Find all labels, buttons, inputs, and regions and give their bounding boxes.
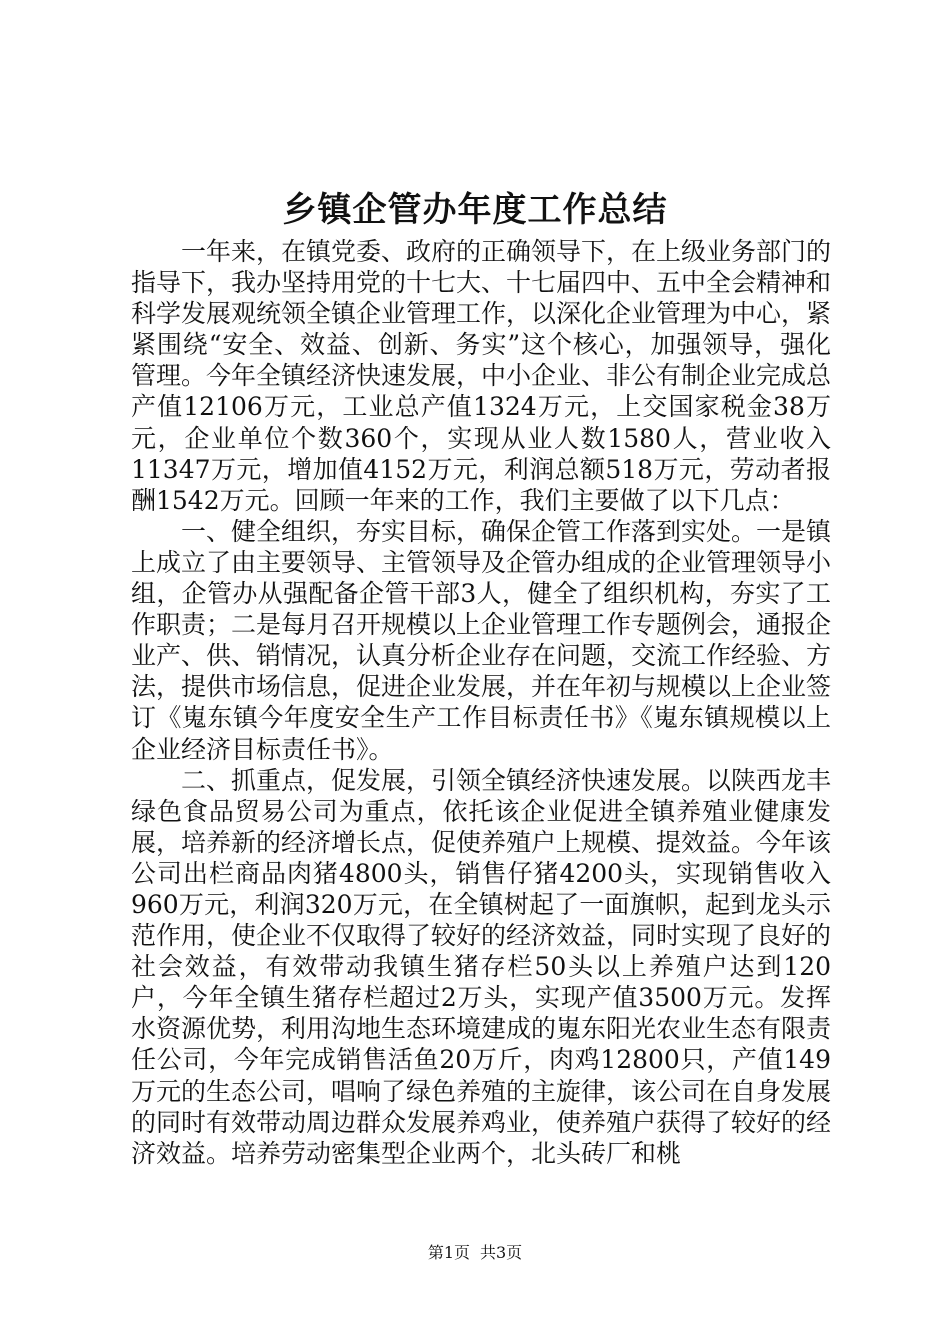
page-number: 第1页 — [427, 1243, 470, 1262]
paragraph-section-1: 一、健全组织，夯实目标，确保企管工作落到实处。一是镇上成立了由主要领导、主管领导及企管办组成的企业管理领导小组，企管办从强配备企管干部3人，健全了组织机构，夯实了工作职责；二是每月召开规模以上企业管理工作专题例会，通报企业产、供、销情况，认真分析企业存在问题，交流工作经验、方法，提供市场信息，促进企业发展，并在年初与规模以上企业签订《嵬东镇今年度安全生产工作目标责任书》《嵬东镇规模以上企业经济目标责任书》。 — [131, 516, 832, 764]
paragraph-section-2: 二、抓重点，促发展，引领全镇经济快速发展。以陕西龙丰绿色食品贸易公司为重点，依托该企业促进全镇养殖业健康发展，培养新的经济增长点，促使养殖户上规模、提效益。今年该公司出栏商品肉猪4800头，销售仔猪4200头，实现销售收入960万元，利润320万元，在全镇树起了一面旗帜，起到龙头示范作用，使企业不仅取得了较好的经济效益，同时实现了良好的社会效益，有效带动我镇生猪存栏50头以上养殖户达到120户，今年全镇生猪存栏超过2万头，实现产值3500万元。发挥水资源优势，利用沟地生态环境建成的嵬东阳光农业生态有限责任公司，今年完成销售活鱼20万斤，肉鸡12800只，产值149万元的生态公司，唱响了绿色养殖的主旋律，该公司在自身发展的同时有效带动周边群众发展养鸡业，使养殖户获得了较好的经济效益。培养劳动密集型企业两个，北头砖厂和桃 — [131, 765, 832, 1168]
page-total: 共3页 — [480, 1243, 523, 1262]
document-body — [131, 236, 831, 1169]
page-footer — [0, 1242, 950, 1264]
document-title: 乡镇企管办年度工作总结 — [282, 190, 668, 230]
paragraph-intro: 一年来，在镇党委、政府的正确领导下，在上级业务部门的指导下，我办坚持用党的十七大、十七届四中、五中全会精神和科学发展观统领全镇企业管理工作，以深化企业管理为中心，紧紧围绕“安全、效益、创新、务实”这个核心，加强领导，强化管理。今年全镇经济快速发展，中小企业、非公有制企业完成总产值12106万元，工业总产值1324万元，上交国家税金38万元，企业单位个数360个，实现从业人数1580人，营业收入11347万元，增加值4152万元，利润总额518万元，劳动者报酬1542万元。回顾一年来的工作，我们主要做了以下几点： — [131, 237, 832, 515]
